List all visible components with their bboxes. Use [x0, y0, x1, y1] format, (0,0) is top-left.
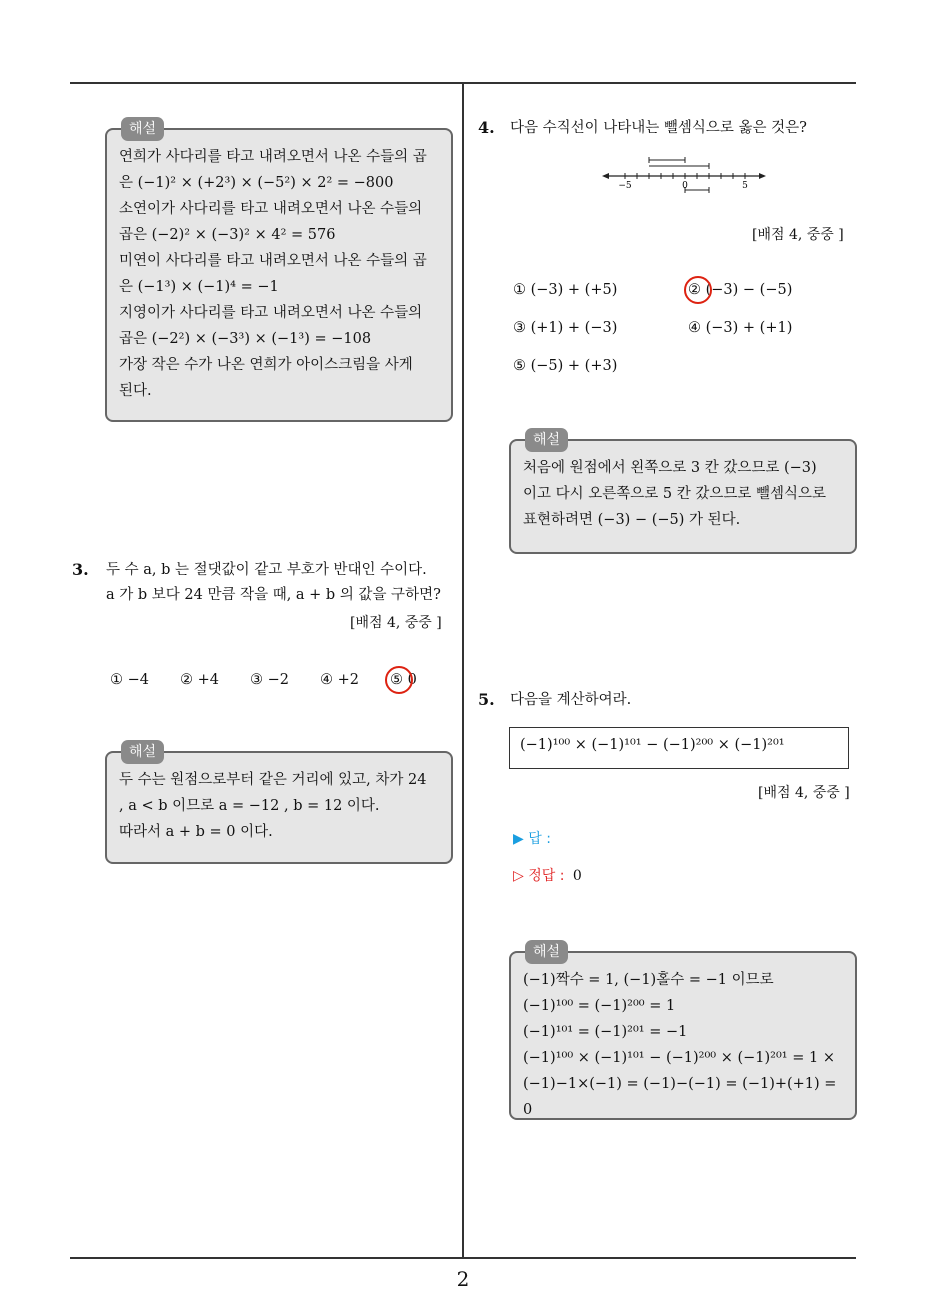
explanation-tag: 해설	[525, 428, 568, 452]
explanation-line: 은 (−1³) × (−1)⁴ = −1	[119, 279, 279, 295]
explanation-line: 미연이 사다리를 타고 내려오면서 나온 수들의 곱	[119, 253, 427, 269]
correct-answer-label	[513, 865, 582, 885]
explanation-box-q3	[105, 744, 453, 864]
explanation-line: 곱은 (−2²) × (−3³) × (−1³) = −108	[119, 331, 372, 347]
question-4-text: 다음 수직선이 나타내는 뺄셈식으로 옳은 것은?	[510, 120, 807, 136]
question-line: 두 수 a, b 는 절댓값이 같고 부호가 반대인 수이다.	[106, 562, 427, 578]
choice-4[interactable]: ④ (−3) + (+1)	[688, 320, 793, 336]
answer-field-label[interactable]: ▶ 답 :	[513, 831, 551, 847]
choice-5[interactable]: ⑤ (−5) + (+3)	[513, 358, 618, 374]
question-5-text: 다음을 계산하여라.	[510, 692, 632, 708]
answer-circle-mark	[385, 666, 413, 694]
correct-value: 0	[572, 868, 582, 884]
explanation-line: (−1)¹⁰⁰ = (−1)²⁰⁰ = 1	[523, 998, 676, 1014]
question-line: a 가 b 보다 24 만큼 작을 때, a + b 의 값을 구하면?	[106, 587, 441, 603]
explanation-line: 소연이가 사다리를 타고 내려오면서 나온 수들의	[119, 201, 423, 217]
axis-label: 0	[682, 181, 688, 191]
explanation-line: (−1)짝수 = 1, (−1)홀수 = −1 이므로	[523, 972, 774, 988]
explanation-line: (−1)¹⁰¹ = (−1)²⁰¹ = −1	[523, 1024, 688, 1040]
question-number-3: 3.	[72, 560, 89, 579]
choice-3[interactable]: ③ −2	[250, 672, 289, 688]
page-number: 2	[456, 1267, 470, 1291]
score-label: [배점 4, 중중 ]	[752, 227, 844, 243]
explanation-line: 지영이가 사다리를 타고 내려오면서 나온 수들의	[119, 305, 423, 321]
choice-4[interactable]: ④ +2	[320, 672, 359, 688]
explanation-tag: 해설	[525, 940, 568, 964]
explanation-line: (−1)¹⁰⁰ × (−1)¹⁰¹ − (−1)²⁰⁰ × (−1)²⁰¹ = 1 ×	[523, 1050, 835, 1066]
explanation-line: 표현하려면 (−3) − (−5) 가 된다.	[523, 512, 741, 528]
question-3-text	[106, 558, 458, 608]
explanation-line: , a < b 이므로 a = −12 , b = 12 이다.	[119, 798, 380, 814]
number-line-diagram	[600, 152, 770, 200]
explanation-box-q2	[105, 121, 453, 422]
axis-label: 5	[742, 181, 748, 191]
score-label: [배점 4, 중중 ]	[350, 615, 442, 631]
column-divider	[462, 84, 464, 1258]
choice-1[interactable]: ① −4	[110, 672, 149, 688]
explanation-line: 따라서 a + b = 0 이다.	[119, 824, 273, 840]
choice-2[interactable]: ② +4	[180, 672, 219, 688]
explanation-tag: 해설	[121, 117, 164, 141]
explanation-tag: 해설	[121, 740, 164, 764]
score-label: [배점 4, 중중 ]	[758, 785, 850, 801]
answer-circle-mark	[684, 276, 712, 304]
choice-2[interactable]: ② (−3) − (−5)	[688, 282, 793, 298]
explanation-line: 처음에 원점에서 왼쪽으로 3 칸 갔으므로 (−3)	[523, 460, 817, 476]
question-number-5: 5.	[478, 690, 495, 709]
correct-label: ▷ 정답 :	[513, 868, 565, 884]
question-number-4: 4.	[478, 118, 495, 137]
choice-5[interactable]: ⑤ 0	[390, 672, 417, 688]
axis-label: −5	[618, 181, 632, 191]
expression-box: (−1)¹⁰⁰ × (−1)¹⁰¹ − (−1)²⁰⁰ × (−1)²⁰¹	[509, 727, 849, 769]
explanation-line: (−1)−1×(−1) = (−1)−(−1) = (−1)+(+1) = 0	[523, 1076, 837, 1118]
explanation-line: 은 (−1)² × (+2³) × (−5²) × 2² = −800	[119, 175, 394, 191]
explanation-box-q4	[509, 432, 857, 554]
explanation-line: 된다.	[119, 383, 152, 399]
explanation-line: 연희가 사다리를 타고 내려오면서 나온 수들의 곱	[119, 149, 427, 165]
choice-1[interactable]: ① (−3) + (+5)	[513, 282, 618, 298]
explanation-line: 곱은 (−2)² × (−3)² × 4² = 576	[119, 227, 336, 243]
explanation-line: 두 수는 원점으로부터 같은 거리에 있고, 차가 24	[119, 772, 427, 788]
bottom-rule	[70, 1257, 856, 1259]
choice-3[interactable]: ③ (+1) + (−3)	[513, 320, 618, 336]
explanation-line: 이고 다시 오른쪽으로 5 칸 갔으므로 뺄셈식으로	[523, 486, 827, 502]
explanation-box-q5	[509, 944, 857, 1120]
explanation-line: 가장 작은 수가 나온 연희가 아이스크림을 사게	[119, 357, 413, 373]
